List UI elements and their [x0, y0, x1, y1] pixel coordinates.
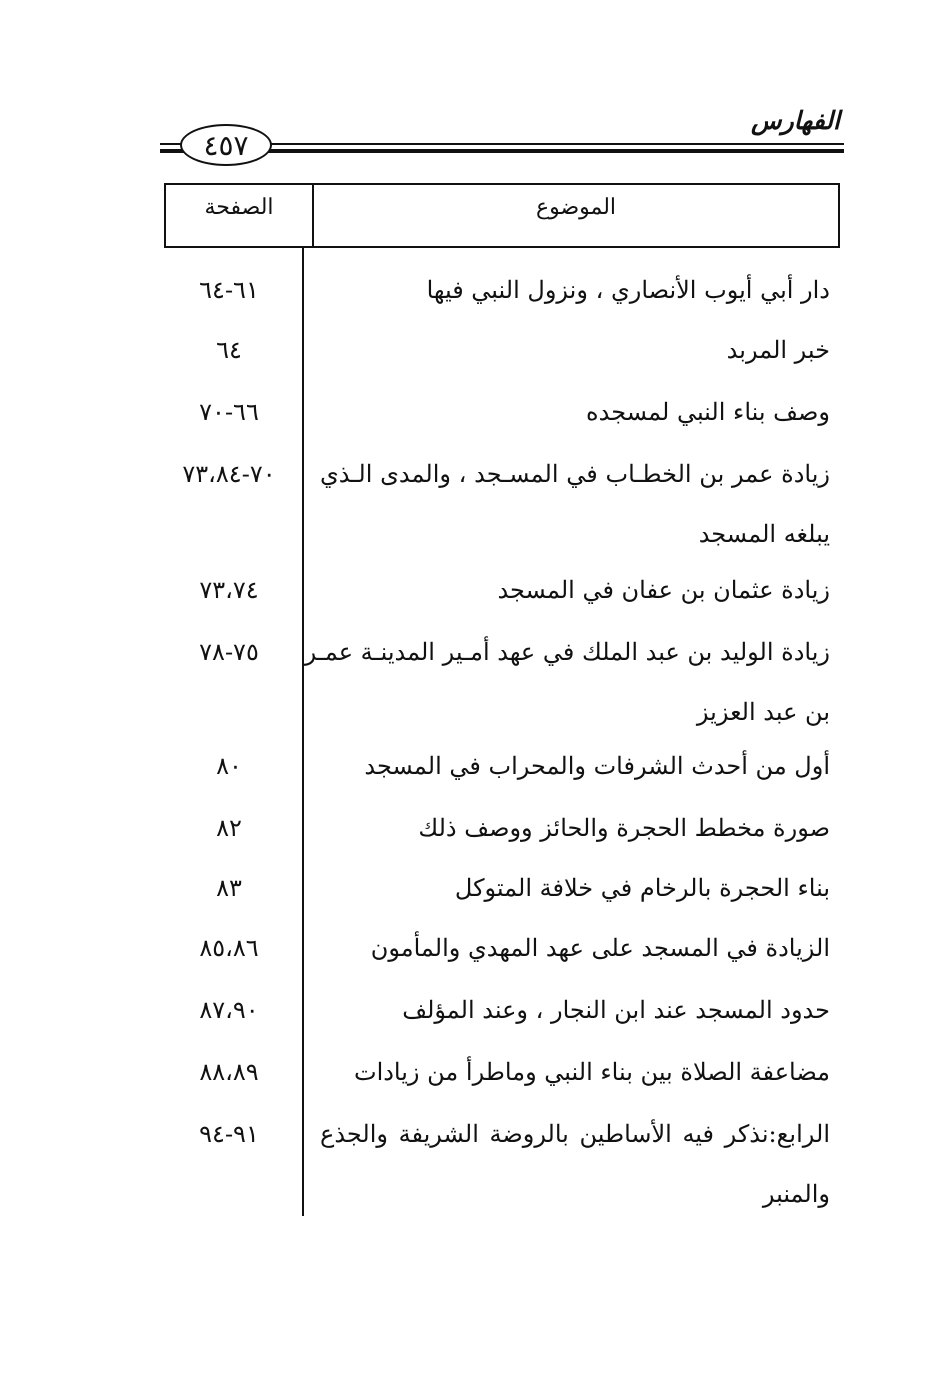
- page-ref: ٧٣،٧٤: [199, 576, 259, 604]
- index-row: [160, 624, 836, 726]
- topic-text: حدود المسجد عند ابن النجار ، وعند المؤلف: [402, 996, 830, 1024]
- index-row: [160, 1106, 836, 1208]
- page-ref: ٨٧،٩٠: [199, 996, 259, 1024]
- page-ref: ٦٦-٧٠: [199, 398, 259, 426]
- topic-text: مضاعفة الصلاة بين بناء النبي وماطرأ من زيادات: [353, 1058, 830, 1086]
- page-number: ٤٥٧: [180, 124, 272, 166]
- topic-text: الرابع:نذكر فيه الأساطين بالروضة الشريفة والجذع: [320, 1120, 830, 1148]
- topic-text: الزيادة في المسجد على عهد المهدي والمأمون: [370, 934, 830, 962]
- topic-text-continued: يبلغه المسجد: [698, 520, 830, 548]
- page-ref: ٩١-٩٤: [199, 1120, 259, 1148]
- index-row: [160, 920, 836, 980]
- topic-text: بناء الحجرة بالرخام في خلافة المتوكل: [454, 874, 830, 902]
- page-ref: ٨٢: [216, 814, 242, 842]
- page-ref: ٧٠-٧٣،٨٤: [182, 460, 276, 488]
- col-header-page: الصفحة: [204, 195, 274, 220]
- topic-text-continued: بن عبد العزيز: [696, 698, 830, 726]
- index-row: [160, 262, 836, 322]
- page-ref: ٨٣: [216, 874, 242, 902]
- topic-text: أول من أحدث الشرفات والمحراب في المسجد: [364, 752, 830, 780]
- section-title: الفهارس: [751, 106, 840, 135]
- index-row: [160, 800, 836, 860]
- table-header: [164, 183, 840, 248]
- topic-text: زيادة عمر بن الخطـاب في المسـجد ، والمدى الـذي: [320, 460, 830, 488]
- page-ref: ٧٥-٧٨: [199, 638, 259, 666]
- topic-text: زيادة الوليد بن عبد الملك في عهد أمـير المدينـة عمـر: [304, 638, 830, 666]
- col-header-topic: الموضوع: [535, 195, 617, 220]
- page-ref: ٨٠: [216, 752, 242, 780]
- topic-text: زيادة عثمان بن عفان في المسجد: [497, 576, 830, 604]
- index-row: [160, 738, 836, 798]
- page-ref: ٨٥،٨٦: [199, 934, 259, 962]
- topic-text: وصف بناء النبي لمسجده: [586, 398, 830, 426]
- index-row: [160, 860, 836, 920]
- page-ref: ٦٤: [216, 336, 242, 364]
- topic-text: دار أبي أيوب الأنصاري ، ونزول النبي فيها: [426, 276, 830, 304]
- page-ref: ٨٨،٨٩: [199, 1058, 259, 1086]
- page-ref: ٦١-٦٤: [199, 276, 259, 304]
- topic-text: صورة مخطط الحجرة والحائز ووصف ذلك: [418, 814, 830, 842]
- index-row: [160, 1044, 836, 1104]
- index-row: [160, 446, 836, 548]
- index-row: [160, 384, 836, 444]
- index-row: [160, 322, 836, 382]
- index-row: [160, 982, 836, 1042]
- index-row: [160, 562, 836, 622]
- topic-text-continued: والمنبر: [762, 1180, 830, 1208]
- topic-text: خبر المربد: [726, 336, 830, 364]
